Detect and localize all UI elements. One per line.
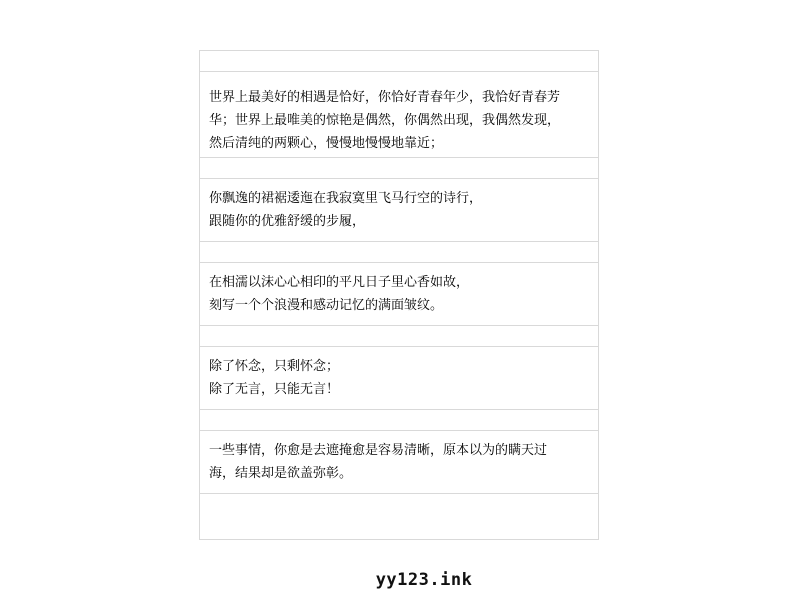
- passage-3: [200, 263, 598, 326]
- passage-line: 然后清纯的两颗心，慢慢地慢慢地靠近；: [209, 136, 444, 151]
- site-watermark: yy123.ink: [375, 570, 473, 590]
- divider-spacer: [200, 410, 598, 431]
- passage-line: 海，结果却是欲盖弥彰。: [209, 466, 353, 481]
- passage-line: 世界上最美好的相遇是恰好，你恰好青春年少，我恰好青春芳: [209, 90, 561, 105]
- text-card: [199, 50, 599, 540]
- passage-5: [200, 431, 598, 494]
- passage-line: 跟随你的优雅舒缓的步履，: [209, 214, 366, 229]
- divider-spacer: [200, 242, 598, 263]
- passage-line: 你飘逸的裙裾逶迤在我寂寞里飞马行空的诗行，: [209, 191, 483, 206]
- divider-spacer: [200, 158, 598, 179]
- passage-line: 一些事情，你愈是去遮掩愈是容易清晰，原本以为的瞒天过: [209, 443, 548, 458]
- divider-spacer: [200, 326, 598, 347]
- divider-spacer: [200, 51, 598, 72]
- passage-line: 华；世界上最唯美的惊艳是偶然，你偶然出现，我偶然发现，: [209, 113, 561, 128]
- passage-line: 除了怀念，只剩怀念；: [209, 359, 340, 374]
- passage-2: [200, 179, 598, 242]
- passage-1: [200, 72, 598, 158]
- passage-line: 刻写一个个浪漫和感动记忆的满面皱纹。: [209, 298, 444, 313]
- passage-line: 在相濡以沫心心相印的平凡日子里心香如故，: [209, 275, 470, 290]
- card-footer-space: [200, 494, 598, 542]
- passage-4: [200, 347, 598, 410]
- passage-line: 除了无言，只能无言！: [209, 382, 340, 397]
